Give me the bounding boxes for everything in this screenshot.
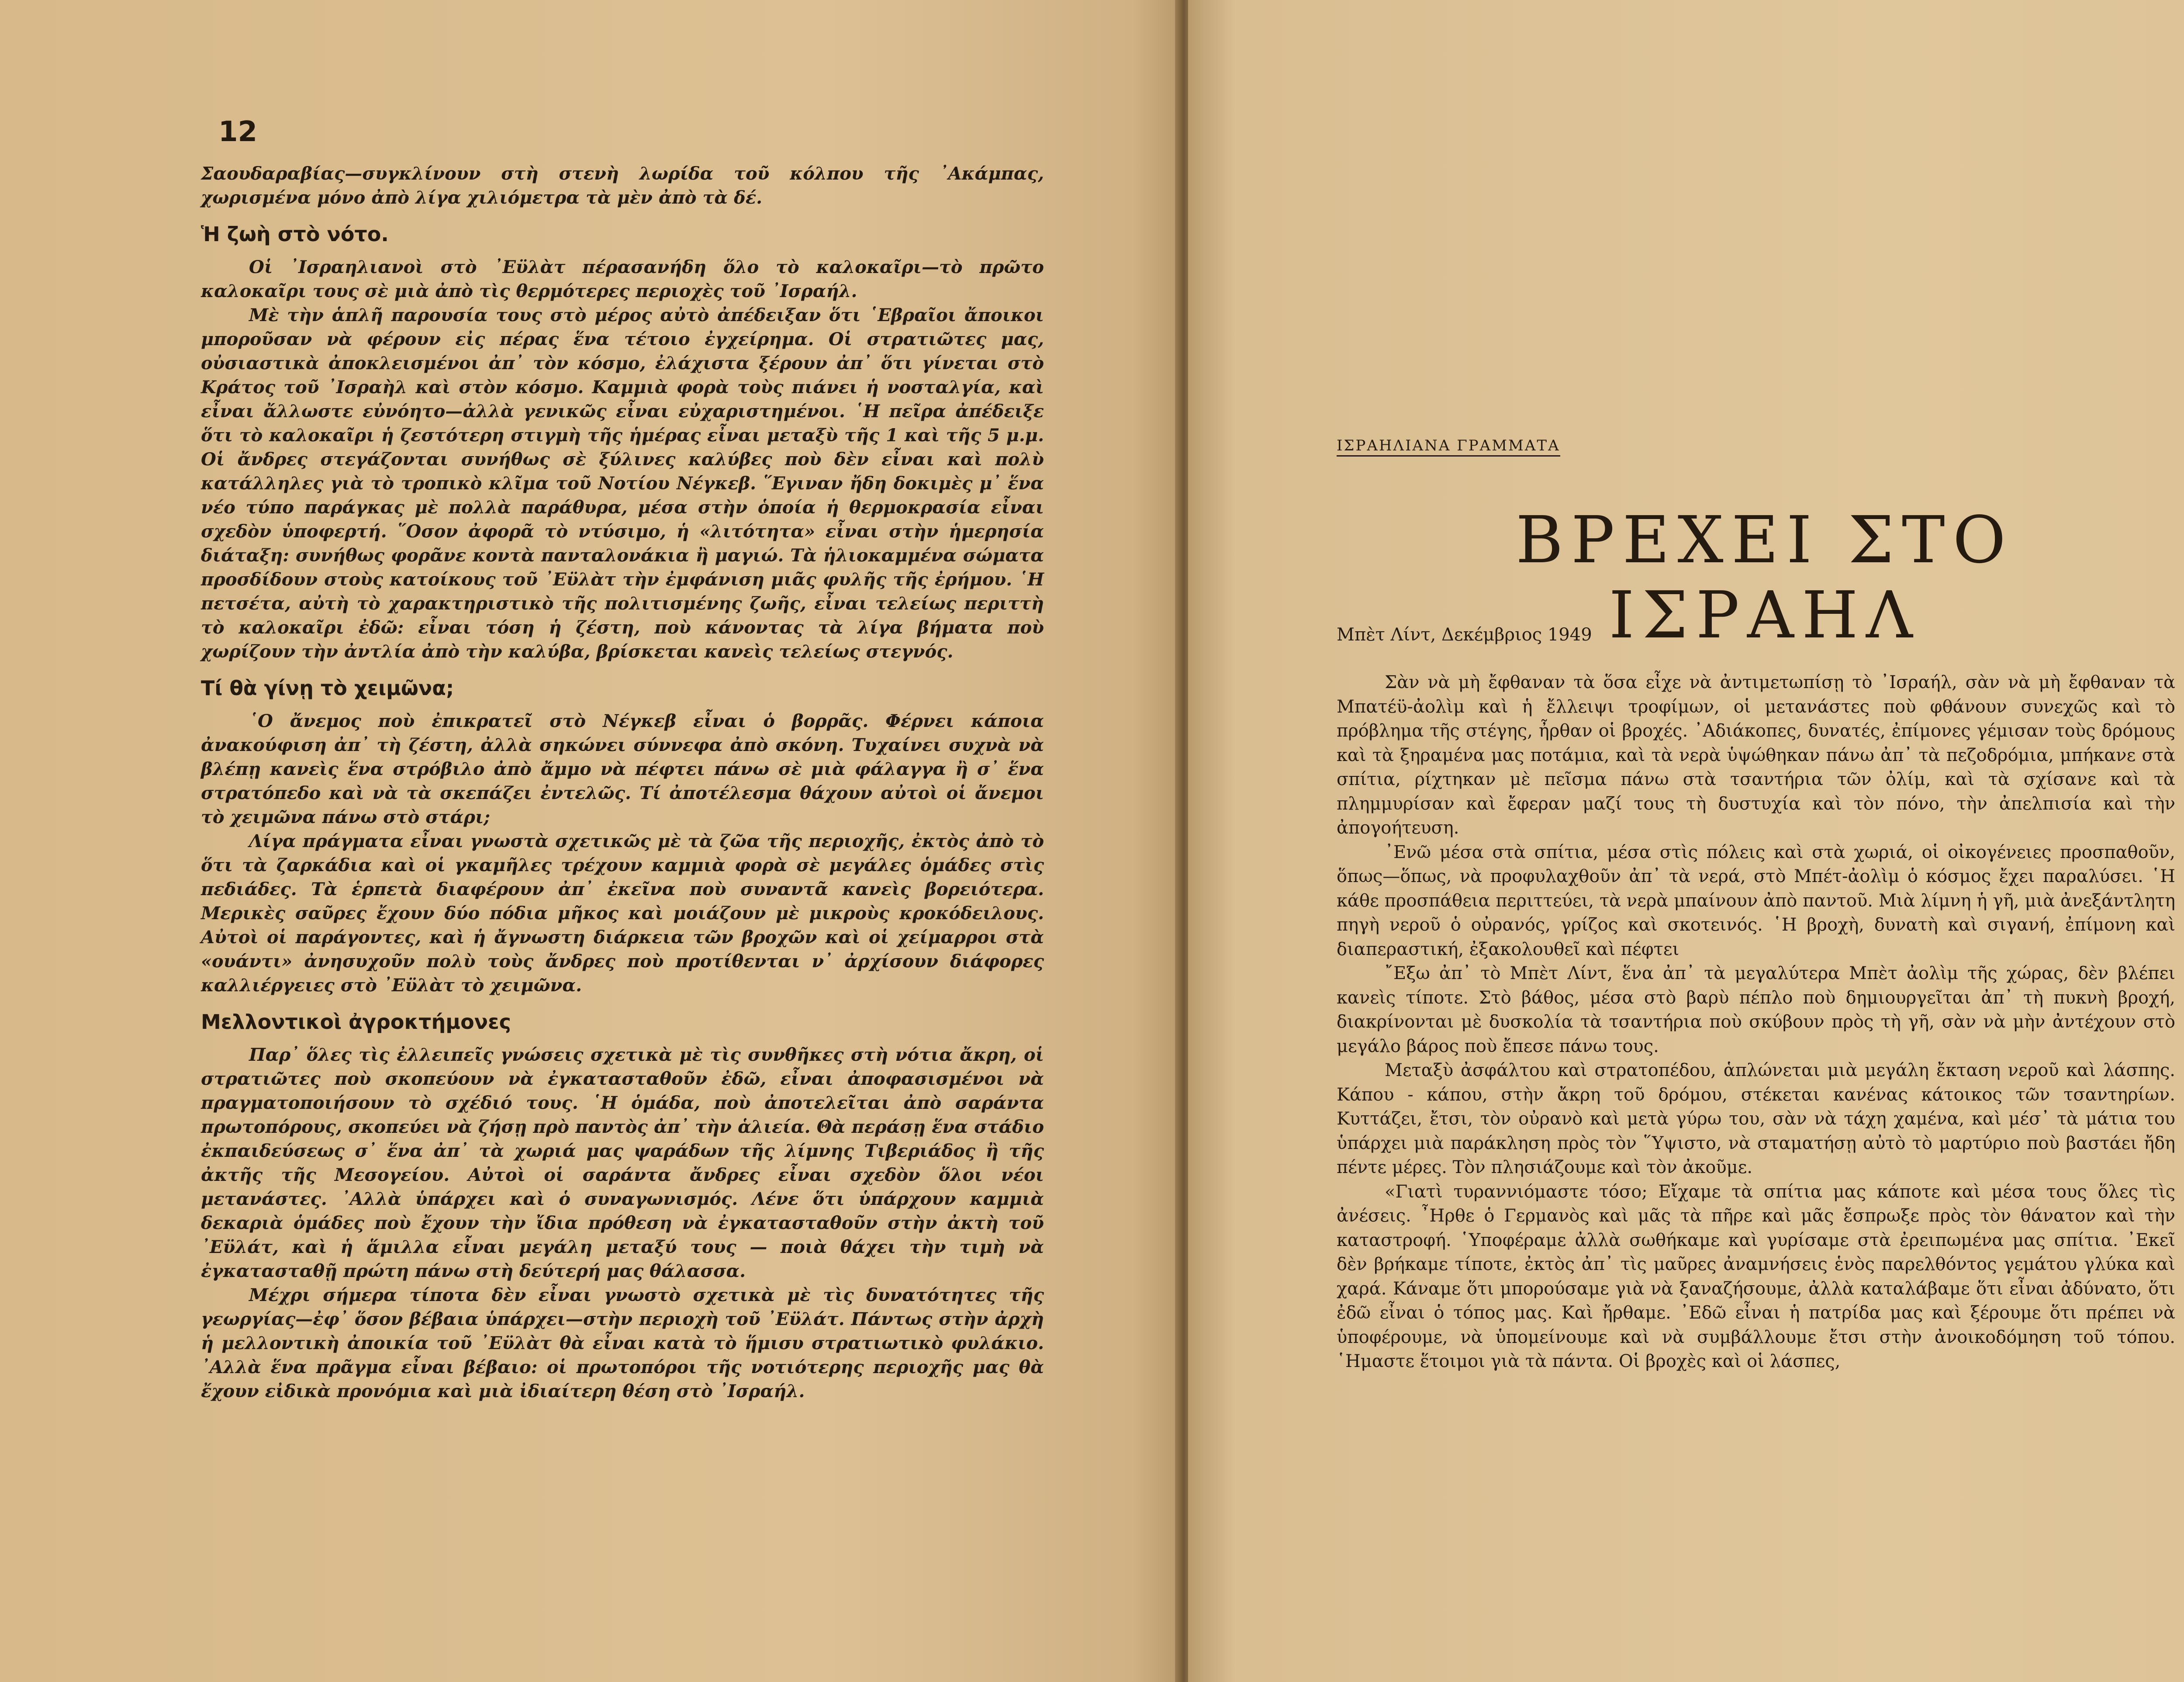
page-number: 12 xyxy=(218,116,258,148)
intro-paragraph: Σαουδαραβίας—συγκλίνουν στὴ στενὴ λωρίδα τοῦ κόλπου τῆς ᾿Ακάμπας, χωρισμένα μόνο ἀπὸ λίγα χιλιόμετρα τὰ μὲν ἀπὸ τὰ δέ. xyxy=(201,163,1044,208)
subheading-winter: Τί θὰ γίνῃ τὸ χειμῶνα; xyxy=(201,676,454,700)
paragraph: «Γιατὶ τυραννιόμαστε τόσο; Εἴχαμε τὰ σπίτια μας κάποτε καὶ μέσα τους ὅλες τὶς ἀνέσεις. ῏Ηρθε ὁ Γερμανὸς καὶ μᾶς τὰ πῆρε καὶ μᾶς ἔσπρωξε πρὸς τὸν θάνατον καὶ τὴν καταστροφή. ῾Υποφέραμε ἀλλὰ σωθήκαμε καὶ γυρίσαμε στὰ ἐρειπωμένα μας σπίτια. ᾿Εκεῖ δὲν βρήκαμε τίποτε, ἐκτὸς ἀπ᾿ τὶς μαῦρες ἀναμνήσεις ἑνὸς παρελθόντος γεμάτου γλύκα καὶ χαρά. Κάναμε ὅτι μπορούσαμε γιὰ νὰ ξαναζήσουμε, ἀλλὰ καταλάβαμε ὅτι εἶναι ἀδύνατο, ὅτι ἐδῶ εἶναι ὁ τόπος μας. Καὶ ἤρθαμε. ᾿Εδῶ εἶναι ἡ πατρίδα μας καὶ ξέρουμε ὅτι πρέπει νὰ ὑποφέρουμε, νὰ ὑπομείνουμε καὶ νὰ συμβάλλουμε ἔτσι στὴν ἀνοικοδόμηση τοῦ τόπου. ῾Ημαστε ἕτοιμοι γιὰ τὰ πάντα. Οἱ βροχὲς καὶ οἱ λάσπες, xyxy=(1337,1181,2175,1371)
subheading-life-in-south: Ἡ ζωὴ στὸ νότο. xyxy=(201,222,389,246)
article-title: ΒΡΕΧΕΙ ΣΤΟ ΙΣΡΑΗΛ xyxy=(1516,502,2014,653)
paragraph: ῾Ο ἄνεμος ποὺ ἐπικρατεῖ στὸ Νέγκεβ εἶναι ὁ βορρᾶς. Φέρνει κάποια ἀνακούφιση ἀπ᾿ τὴ ζέστη, ἀλλὰ σηκώνει σύννεφα ἀπὸ σκόνη. Τυχαίνει συχνὰ νὰ βλέπῃ κανεὶς ἕνα στρόβιλο ἀπὸ ἄμμο νὰ πέφτει πάνω σὲ μιὰ φάλαγγα ἢ σ᾿ ἕνα στρατόπεδο καὶ νὰ τὰ σκεπάζει ἐντελῶς. Τί ἀποτέλεσμα θάχουν αὐτοὶ οἱ ἄνεμοι τὸ χειμῶνα πάνω στὸ στάρι; xyxy=(201,711,1044,827)
dateline: Μπὲτ Λίντ, Δεκέμβριος 1949 xyxy=(1337,625,1592,645)
right-article-column xyxy=(1337,671,2175,1374)
paragraph: Μέχρι σήμερα τίποτα δὲν εἶναι γνωστὸ σχετικὰ μὲ τὶς δυνατότητες τῆς γεωργίας—ἐφ᾿ ὅσον βέβαια ὑπάρχει—στὴν περιοχὴ τοῦ ᾿Εϋλάτ. Πάντως στὴν ἀρχὴ ἡ μελλοντικὴ ἀποικία τοῦ ᾿Εϋλὰτ θὰ εἶναι κατὰ τὸ ἥμισυ στρατιωτικὸ φυλάκιο. ᾿Αλλὰ ἕνα πρᾶγμα εἶναι βέβαιο: οἱ πρωτοπόροι τῆς νοτιότερης περιοχῆς μας θὰ ἔχουν εἰδικὰ προνόμια καὶ μιὰ ἰδιαίτερη θέση στὸ ᾿Ισραήλ. xyxy=(201,1285,1044,1402)
paragraph: ῎Εξω ἀπ᾿ τὸ Μπὲτ Λίντ, ἕνα ἀπ᾿ τὰ μεγαλύτερα Μπὲτ ἀολὶμ τῆς χώρας, δὲν βλέπει κανεὶς τίποτε. Στὸ βάθος, μέσα στὸ βαρὺ πέπλο ποὺ δημιουργεῖται ἀπ᾿ τὴ πυκνὴ βροχή, διακρίνονται μὲ δυσκολία τὰ τσαντήρια ποὺ σκύβουν πρὸς τὴ γῆ, σὰν νὰ μὴν ἀντέχουν στὸ μεγάλο βάρος ποὺ ἔπεσε πάνω τους. xyxy=(1337,963,2175,1056)
left-article-column xyxy=(201,162,1044,1403)
subheading-future-farmers: Μελλοντικοὶ ἀγροκτήμονες xyxy=(201,1010,511,1034)
paragraph: Μὲ τὴν ἁπλῆ παρουσία τους στὸ μέρος αὐτὸ ἀπέδειξαν ὅτι ῾Εβραῖοι ἄποικοι μποροῦσαν νὰ φέρουν εἰς πέρας ἕνα τέτοιο ἐγχείρημα. Οἱ στρατιῶτες μας, οὐσιαστικὰ ἀποκλεισμένοι ἀπ᾿ τὸν κόσμο, ἐλάχιστα ξέρουν ἀπ᾿ ὅτι γίνεται στὸ Κράτος τοῦ ᾿Ισραὴλ καὶ στὸν κόσμο. Καμμιὰ φορὰ τοὺς πιάνει ἡ νοσταλγία, καὶ εἶναι ἄλλωστε εὐνόητο—ἀλλὰ γενικῶς εἶναι εὐχαριστημένοι. ῾Η πεῖρα ἀπέδειξε ὅτι τὸ καλοκαῖρι ἡ ζεστότερη στιγμὴ τῆς ἡμέρας εἶναι μεταξὺ τῆς 1 καὶ τῆς 5 μ.μ. Οἱ ἄνδρες στεγάζονται συνήθως σὲ ξύλινες καλύβες ποὺ δὲν εἶναι καὶ πολὺ κατάλληλες γιὰ τὸ τροπικὸ κλῖμα τοῦ Νοτίου Νέγκεβ. ῞Εγιναν ἤδη δοκιμὲς μ᾿ ἕνα νέο τύπο παράγκας μὲ πολλὰ παράθυρα, μέσα στὴν ὁποία ἡ θερμοκρασία εἶναι σχεδὸν ὑποφερτή. ῞Οσον ἀφορᾶ τὸ ντύσιμο, ἡ «λιτότητα» εἶναι στὴν ἡμερησία διάταξη: συνήθως φορᾶνε κοντὰ πανταλονάκια ἢ μαγιώ. Τὰ ἡλιοκαμμένα σώματα προσδίδουν στοὺς κατοίκους τοῦ ᾿Εϋλὰτ τὴν ἐμφάνιση μιᾶς φυλῆς τῆς ἐρήμου. ῾Η πετσέτα, αὐτὴ τὸ χαρακτηριστικὸ τῆς πολιτισμένης ζωῆς, εἶναι τελείως περιττὴ τὸ καλοκαῖρι ἐδῶ: εἶναι τόση ἡ ζέστη, ποὺ κάνοντας τὰ λίγα βήματα ποὺ χωρίζουν τὴν ἀντλία ἀπὸ τὴν καλύβα, βρίσκεται κανεὶς τελείως στεγνός. xyxy=(201,305,1044,662)
paragraph: ᾿Ενῶ μέσα στὰ σπίτια, μέσα στὶς πόλεις καὶ στὰ χωριά, οἱ οἰκογένειες προσπαθοῦν, ὅπως—ὅπως, νὰ προφυλαχθοῦν ἀπ᾿ τὰ νερά, στὸ Μπέτ-ἀολὶμ ὁ κόσμος ἔχει παραλύσει. ῾Η κάθε προσπάθεια περιττεύει, τὰ νερὰ μπαίνουν ἀπὸ παντοῦ. Μιὰ λίμνη ἡ γῆ, μιὰ ἀνεξάντλητη πηγὴ νεροῦ ὁ οὐρανός, γρίζος καὶ σκοτεινός. ῾Η βροχὴ, δυνατὴ καὶ σιγανή, ἐπίμονη καὶ διαπεραστική, ἐξακολουθεῖ καὶ πέφτει xyxy=(1337,842,2175,959)
section-label: ΙΣΡΑΗΛΙΑΝΑ ΓΡΑΜΜΑΤΑ xyxy=(1337,437,1560,457)
paragraph: Παρ᾿ ὅλες τὶς ἐλλειπεῖς γνώσεις σχετικὰ μὲ τὶς συνθῆκες στὴ νότια ἄκρη, οἱ στρατιῶτες ποὺ σκοπεύουν νὰ ἐγκατασταθοῦν ἐδῶ, εἶναι ἀποφασισμένοι νὰ πραγματοποιήσουν τὸ σχέδιό τους. ῾Η ὁμάδα, ποὺ ἀποτελεῖται ἀπὸ σαράντα πρωτοπόρους, σκοπεύει νὰ ζήσῃ πρὸ παντὸς ἀπ᾿ τὴν ἁλιεία. Θὰ περάσῃ ἕνα στάδιο ἐκπαιδεύσεως σ᾿ ἕνα ἀπ᾿ τὰ χωριά μας ψαράδων τῆς λίμνης Τιβεριάδος ἢ τῆς ἀκτῆς τῆς Μεσογείου. Αὐτοὶ οἱ σαράντα ἄνδρες εἶναι σχεδὸν ὅλοι νέοι μετανάστες. ᾿Αλλὰ ὑπάρχει καὶ ὁ συναγωνισμός. Λένε ὅτι ὑπάρχουν καμμιὰ δεκαριὰ ὁμάδες ποὺ ἔχουν τὴν ἴδια πρόθεση νὰ ἐγκατασταθοῦν στὴν ἀκτὴ τοῦ ᾿Εϋλάτ, καὶ ἡ ἅμιλλα εἶναι μεγάλη μεταξύ τους — ποιὰ θάχει τὴν τιμὴ νὰ ἐγκατασταθῇ πρώτη πάνω στὴ δεύτερή μας θάλασσα. xyxy=(201,1045,1044,1281)
paragraph: Λίγα πράγματα εἶναι γνωστὰ σχετικῶς μὲ τὰ ζῶα τῆς περιοχῆς, ἐκτὸς ἀπὸ τὸ ὅτι τὰ ζαρκάδια καὶ οἱ γκαμῆλες τρέχουν καμμιὰ φορὰ σὲ μεγάλες ὁμάδες στὶς πεδιάδες. Τὰ ἑρπετὰ διαφέρουν ἀπ᾿ ἐκεῖνα ποὺ συναντᾶ κανεὶς βορειότερα. Μερικὲς σαῦρες ἔχουν δύο πόδια μῆκος καὶ μοιάζουν μὲ μικροὺς κροκόδειλους. Αὐτοὶ οἱ παράγοντες, καὶ ἡ ἄγνωστη διάρκεια τῶν βροχῶν καὶ οἱ χείμαρροι στὰ «ουάντι» ἀνησυχοῦν πολὺ τοὺς ἄνδρες ποὺ προτίθενται ν᾿ ἀρχίσουν διάφορες καλλιέργειες στὸ ᾿Εϋλὰτ τὸ χειμῶνα. xyxy=(201,831,1044,996)
paragraph: Σὰν νὰ μὴ ἔφθαναν τὰ ὅσα εἶχε νὰ ἀντιμετωπίσῃ τὸ ᾿Ισραήλ, σὰν νὰ μὴ ἔφθαναν τὰ Μπατέϋ-ἀολὶμ καὶ ἡ ἔλλειψι τροφίμων, οἱ μετανάστες ποὺ φθάνουν συνεχῶς καὶ τὸ πρόβλημα τῆς στέγης, ἦρθαν οἱ βροχές. ᾿Αδιάκοπες, δυνατές, ἐπίμονες γέμισαν τοὺς δρόμους καὶ τὰ ξηραμένα μας ποτάμια, καὶ τὰ νερὰ ὑψώθηκαν πάνω ἀπ᾿ τὰ πεζοδρόμια, μπήκανε στὰ σπίτια, ρίχτηκαν μὲ πεῖσμα πάνω στὰ τσαντήρια τῶν ὀλίμ, καὶ τὰ σχίσανε καὶ τὰ πλημμυρίσαν καὶ ἔφεραν μαζί τους τὴ δυστυχία καὶ τὸν πόνο, τὴν ἀπελπισία καὶ τὴν ἀπογοήτευση. xyxy=(1337,672,2175,838)
paragraph: Οἱ ᾿Ισραηλιανοὶ στὸ ᾿Εϋλὰτ πέρασανήδη ὅλο τὸ καλοκαῖρι—τὸ πρῶτο καλοκαῖρι τους σὲ μιὰ ἀπὸ τὶς θερμότερες περιοχὲς τοῦ ᾿Ισραήλ. xyxy=(201,257,1044,301)
paragraph: Μεταξὺ ἀσφάλτου καὶ στρατοπέδου, ἁπλώνεται μιὰ μεγάλη ἔκταση νεροῦ καὶ λάσπης. Κάπου - κάπου, στὴν ἄκρη τοῦ δρόμου, στέκεται κανένας κάτοικος τῶν τσαντηρίων. Κυττάζει, ἔτσι, τὸν οὐρανὸ καὶ μετὰ γύρω του, σὰν νὰ τάχη χαμένα, καὶ μέσ᾿ τὰ μάτια του ὑπάρχει μιὰ παράκληση πρὸς τὸν ῞Υψιστο, νὰ σταματήσῃ αὐτὸ τὸ μαρτύριο ποὺ βαστάει ἤδη πέντε μέρες. Τὸν πλησιάζουμε καὶ τὸν ἀκοῦμε. xyxy=(1337,1060,2175,1177)
